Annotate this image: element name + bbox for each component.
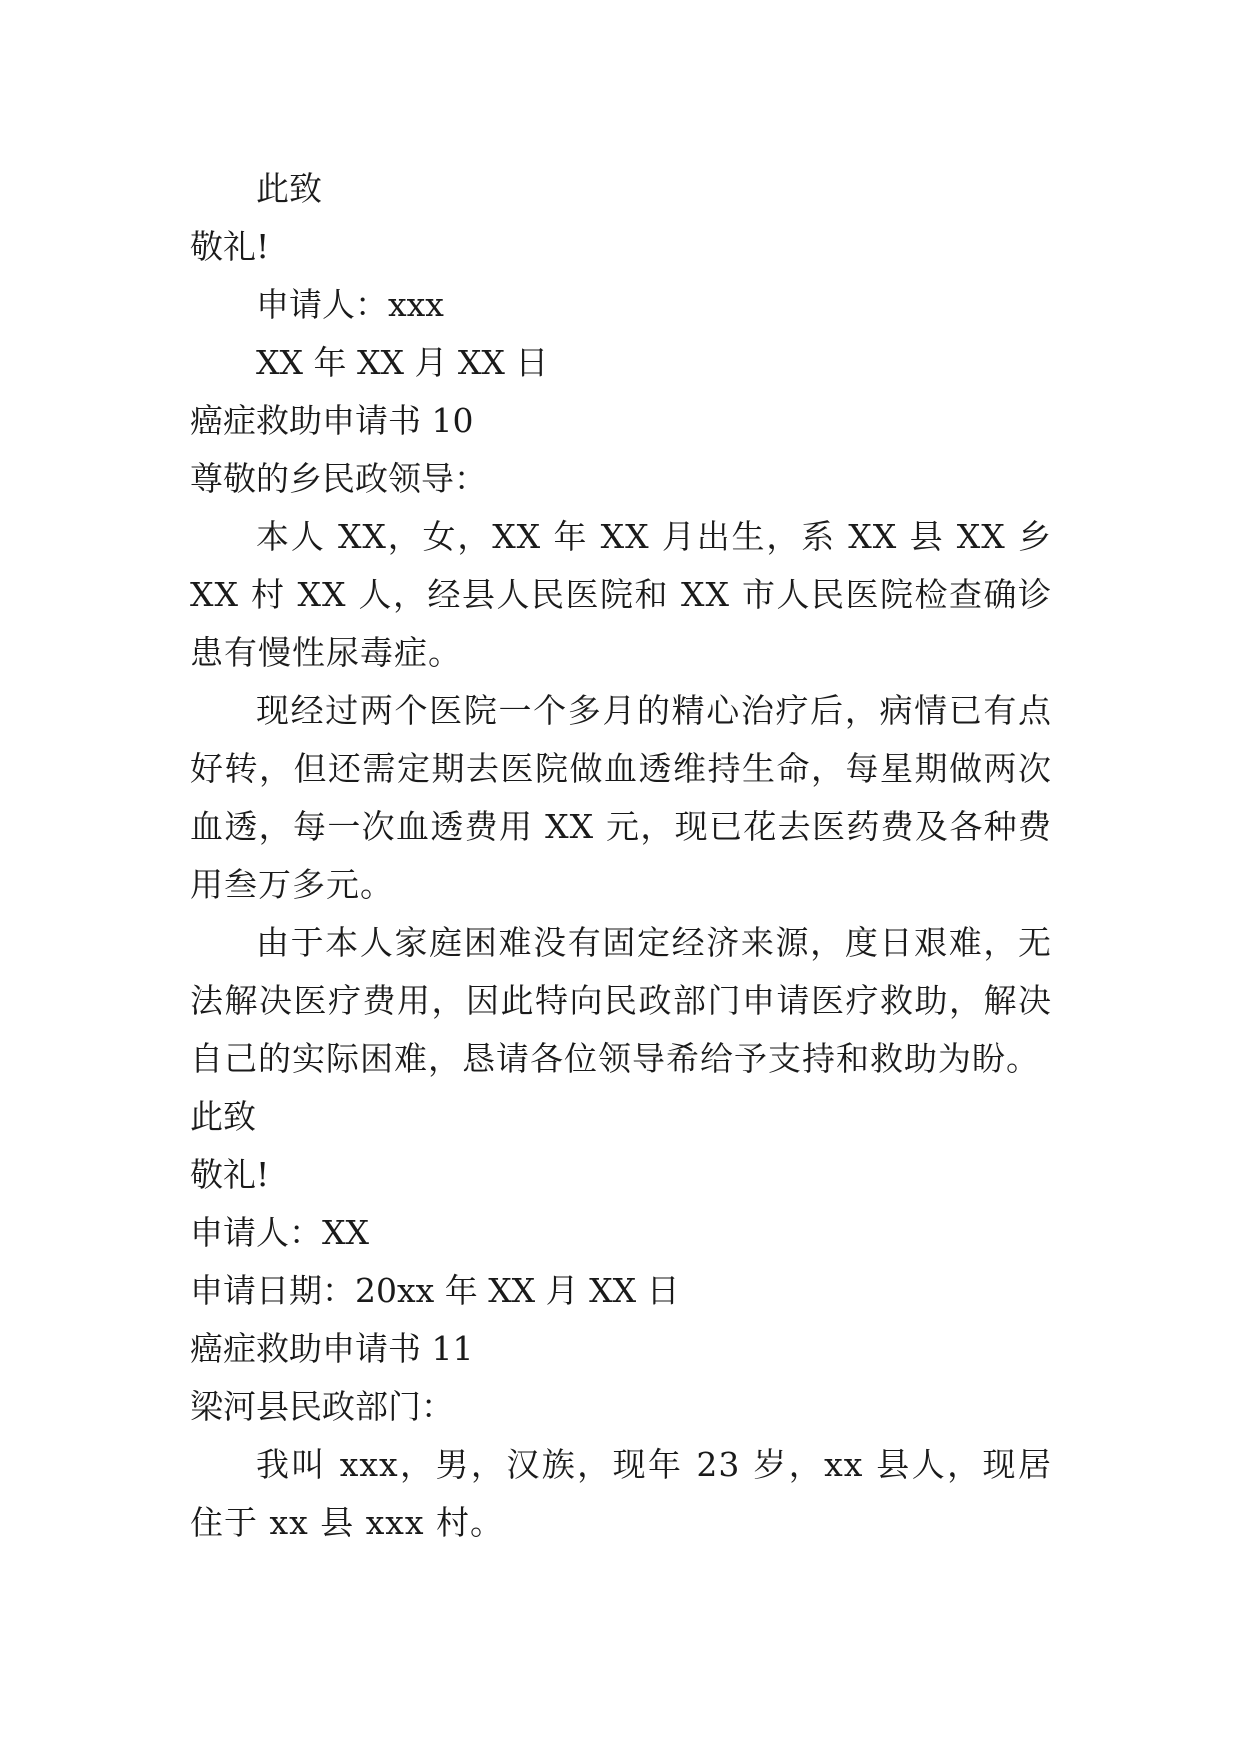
closing-line: 此致 <box>256 169 322 208</box>
greeting-line: 尊敬的乡民政领导： <box>190 459 487 498</box>
applicant-line: 申请人：XX <box>190 1213 369 1252</box>
body-paragraph: 现经过两个医院一个多月的精心治疗后，病情已有点好转，但还需定期去医院做血透维持生命，每星期做两次血透，每一次血透费用 XX 元，现已花去医药费及各种费用叁万多元。 <box>190 691 1052 904</box>
body-paragraph: 本人 XX，女，XX 年 XX 月出生，系 XX 县 XX 乡 XX 村 XX 人，经县人民医院和 XX 市人民医院检查确诊患有慢性尿毒症。 <box>190 517 1052 672</box>
section-title: 癌症救助申请书 10 <box>190 401 474 440</box>
salute-line: 敬礼! <box>190 227 270 266</box>
greeting-line: 梁河县民政部门： <box>190 1387 454 1426</box>
section-title: 癌症救助申请书 11 <box>190 1329 474 1368</box>
date-line: XX 年 XX 月 XX 日 <box>256 343 549 382</box>
date-line: 申请日期：20xx 年 XX 月 XX 日 <box>190 1271 680 1310</box>
body-paragraph: 由于本人家庭困难没有固定经济来源，度日艰难，无法解决医疗费用，因此特向民政部门申请医疗救助，解决自己的实际困难，恳请各位领导希给予支持和救助为盼。 <box>190 923 1052 1078</box>
applicant-line: 申请人：xxx <box>256 285 444 324</box>
document-body <box>190 160 1052 1552</box>
closing-line: 此致 <box>190 1097 256 1136</box>
salute-line: 敬礼! <box>190 1155 270 1194</box>
body-paragraph: 我叫 xxx，男，汉族，现年 23 岁，xx 县人，现居住于 xx 县 xxx 村。 <box>190 1445 1052 1542</box>
